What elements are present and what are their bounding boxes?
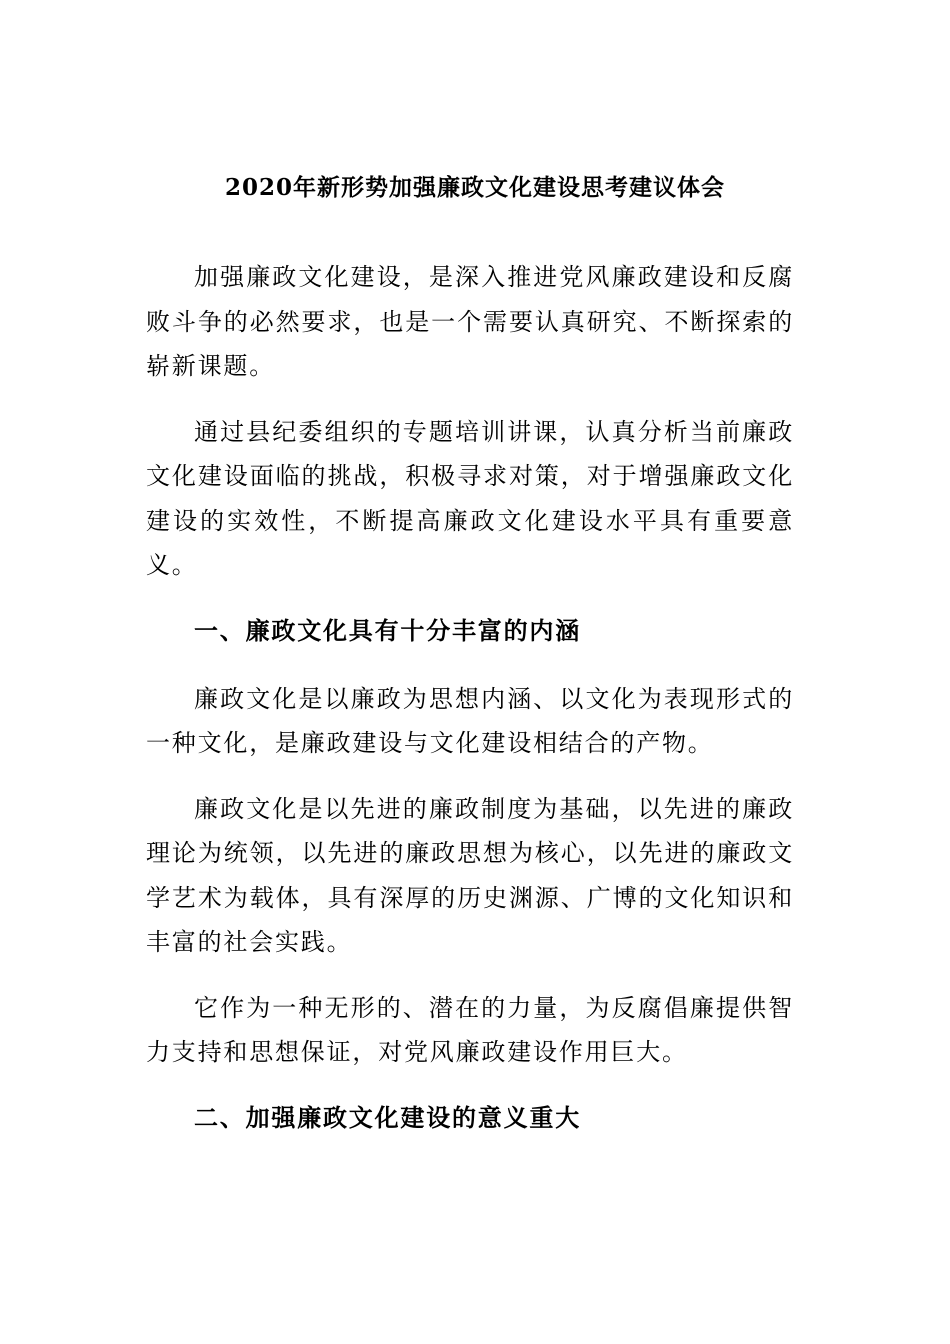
- document-body: [146, 255, 794, 1164]
- intro-paragraph-2: 通过县纪委组织的专题培训讲课，认真分析当前廉政文化建设面临的挑战，积极寻求对策，对于增强廉政文化建设的实效性，不断提高廉政文化建设水平具有重要意义。: [146, 417, 794, 579]
- section-1-paragraph-1: 廉政文化是以廉政为思想内涵、以文化为表现形式的一种文化，是廉政建设与文化建设相结合的产物。: [146, 684, 794, 757]
- section-1-paragraph-2: 廉政文化是以先进的廉政制度为基础，以先进的廉政理论为统领，以先进的廉政思想为核心，以先进的廉政文学艺术为载体，具有深厚的历史渊源、广博的文化知识和丰富的社会实践。: [146, 794, 794, 956]
- section-2-heading: 二、加强廉政文化建设的意义重大: [194, 1102, 581, 1132]
- section-1-paragraph-3: 它作为一种无形的、潜在的力量，为反腐倡廉提供智力支持和思想保证，对党风廉政建设作用巨大。: [146, 993, 794, 1066]
- intro-paragraph-1: 加强廉政文化建设，是深入推进党风廉政建设和反腐败斗争的必然要求，也是一个需要认真研究、不断探索的崭新课题。: [146, 263, 794, 380]
- document-title: 2020年新形势加强廉政文化建设思考建议体会: [224, 174, 725, 201]
- section-1-heading: 一、廉政文化具有十分丰富的内涵: [194, 615, 581, 645]
